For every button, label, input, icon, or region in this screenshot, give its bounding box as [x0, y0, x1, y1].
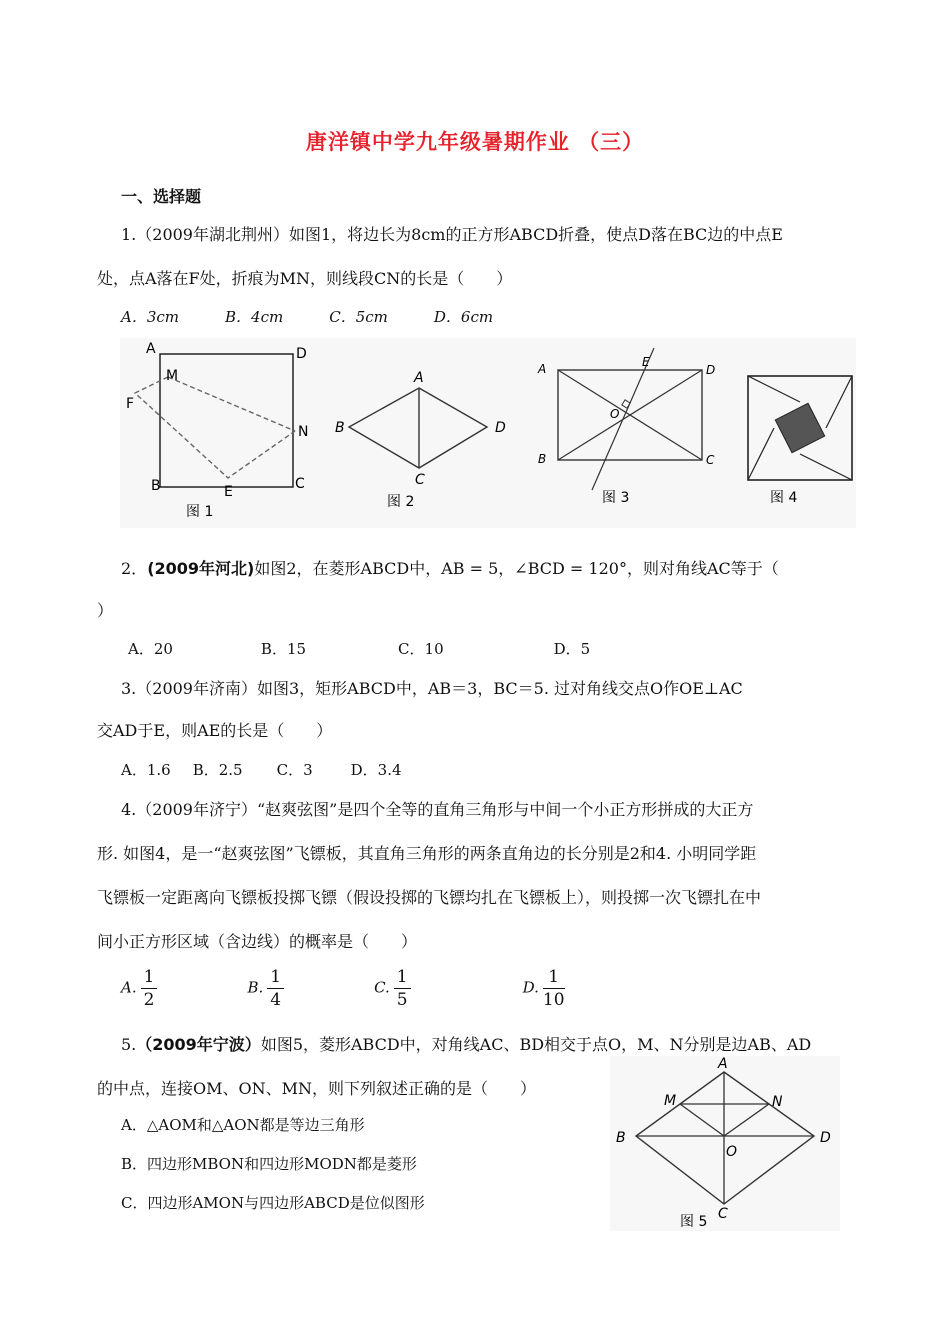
q4-line2: 形. 如图4，是一“赵爽弦图”飞镖板，其直角三角形的两条直角边的长分别是2和4. 小明同学距	[97, 844, 757, 863]
q4-line1: 4.（2009年济宁）“赵爽弦图”是四个全等的直角三角形与中间一个小正方形拼成的大正方	[121, 800, 754, 819]
figure-2	[335, 338, 515, 528]
q3-option-b: B．2.5	[192, 761, 243, 779]
q1-line2: 处，点A落在F处，折痕为MN，则线段CN的长是（ ）	[97, 269, 513, 288]
fig2-label-b: B	[335, 420, 345, 436]
fig2-label-a: A	[414, 370, 424, 386]
fig3-label-d: D	[706, 363, 716, 377]
q2-line2: ）	[97, 601, 114, 620]
q5-source: （2009年宁波）	[136, 1035, 261, 1054]
q1-options	[121, 306, 539, 327]
q5-text: 如图5，菱形ABCD中，对角线AC、BD相交于点O，M、N分别是边AB、AD	[260, 1035, 812, 1054]
q3-option-d: D．3.4	[350, 761, 402, 779]
q2-option-c: C．10	[398, 640, 444, 658]
figure-3	[530, 338, 730, 528]
q4-option-a-den: 2	[143, 990, 155, 1010]
q3-line1: 3.（2009年济南）如图3，矩形ABCD中，AB＝3，BC＝5. 过对角线交点O作OE⊥AC	[121, 679, 743, 698]
q5-prefix: 5.	[121, 1035, 137, 1054]
q4-option-d-label: D.	[522, 978, 539, 997]
q4-option-b-fraction	[267, 966, 330, 1011]
q4-option-d-den: 10	[542, 990, 565, 1010]
fig1-label-m: M	[166, 368, 179, 384]
q2-prefix: 2．	[121, 559, 148, 578]
q3-option-a: A．1.6	[121, 761, 171, 779]
fig1-caption: 图 1	[186, 504, 214, 520]
q4-option-c-den: 5	[396, 990, 408, 1010]
q5-option-c: C．四边形AMON与四边形ABCD是位似图形	[121, 1194, 425, 1212]
q3-option-c: C．3	[276, 761, 313, 779]
q4-option-a-fraction	[141, 966, 204, 1011]
fig1-label-a: A	[146, 341, 156, 357]
fig5-label-o: O	[726, 1144, 738, 1160]
q5-option-b: B．四边形MBON和四边形MODN都是菱形	[121, 1155, 417, 1173]
fig1-label-d: D	[296, 346, 307, 362]
fig3-label-a: A	[538, 362, 547, 376]
fig2-caption: 图 2	[387, 494, 415, 510]
fig2-label-d: D	[495, 420, 506, 436]
q4-options	[121, 966, 657, 1011]
q2-options	[128, 638, 636, 659]
figure-4	[740, 338, 856, 528]
q2-option-b: B．15	[260, 640, 307, 658]
fig5-label-c: C	[718, 1206, 728, 1222]
fig5-label-n: N	[772, 1094, 783, 1110]
fig5-label-b: B	[616, 1130, 626, 1146]
fig3-label-c: C	[706, 453, 715, 467]
fig5-caption: 图 5	[680, 1214, 708, 1230]
q4-option-a-label: A.	[121, 978, 137, 997]
q1-option-a: A．3cm	[121, 308, 180, 326]
fig5-label-d: D	[820, 1130, 831, 1146]
fig3-label-o: O	[610, 407, 620, 421]
page-title: 唐洋镇中学九年级暑期作业 （三）	[305, 130, 645, 154]
q3-line2: 交AD于E，则AE的长是（ ）	[97, 721, 333, 740]
q5-line1	[121, 1032, 811, 1055]
q2-text: 如图2，在菱形ABCD中，AB = 5，∠BCD = 120°，则对角线AC等于（	[254, 559, 779, 578]
q4-option-b-num: 1	[267, 966, 284, 989]
q4-option-c-fraction	[394, 966, 457, 1011]
q1-line1: 1.（2009年湖北荆州）如图1，将边长为8cm的正方形ABCD折叠，使点D落在BC边的中点E	[121, 225, 783, 244]
q4-line3: 飞镖板一定距离向飞镖板投掷飞镖（假设投掷的飞镖均扎在飞镖板上），则投掷一次飞镖扎在中	[97, 888, 762, 907]
q3-options	[121, 759, 448, 780]
fig3-label-b: B	[538, 452, 547, 466]
q4-option-d-num: 1	[543, 966, 565, 989]
q5-option-a: A．△AOM和△AON都是等边三角形	[121, 1116, 365, 1134]
fig1-label-f: F	[126, 396, 135, 412]
fig1-label-b: B	[151, 478, 161, 494]
q4-line4: 间小正方形区域（含边线）的概率是（ ）	[97, 932, 418, 951]
q1-option-c: C．5cm	[329, 308, 388, 326]
q2-option-a: A．20	[128, 640, 173, 658]
q2-option-d: D．5	[553, 640, 591, 658]
q4-option-a-num: 1	[141, 966, 158, 989]
fig3-caption: 图 3	[602, 490, 630, 506]
q4-option-c-num: 1	[394, 966, 411, 989]
q4-option-b-den: 4	[270, 990, 282, 1010]
fig1-label-e: E	[224, 484, 233, 500]
q4-option-b-label: B.	[247, 978, 264, 997]
fig5-label-a: A	[718, 1056, 728, 1072]
fig5-label-m: M	[664, 1093, 677, 1109]
q5-line2: 的中点，连接OM、ON、MN，则下列叙述正确的是（ ）	[97, 1079, 537, 1098]
figure-1	[120, 338, 320, 528]
q1-option-d: D．6cm	[433, 308, 494, 326]
q4-option-c-label: C.	[374, 978, 390, 997]
section-heading: 一、选择题	[121, 187, 202, 206]
q1-option-b: B．4cm	[225, 308, 284, 326]
fig2-label-c: C	[415, 472, 425, 488]
q2-source: (2009年河北)	[147, 559, 255, 578]
fig1-label-c: C	[295, 476, 305, 492]
fig4-caption: 图 4	[770, 490, 798, 506]
fig1-label-n: N	[298, 424, 309, 440]
q2-line1	[121, 556, 779, 579]
fig3-label-e: E	[642, 355, 650, 369]
figure-5	[610, 1056, 840, 1231]
q4-option-d-fraction	[543, 966, 611, 1011]
